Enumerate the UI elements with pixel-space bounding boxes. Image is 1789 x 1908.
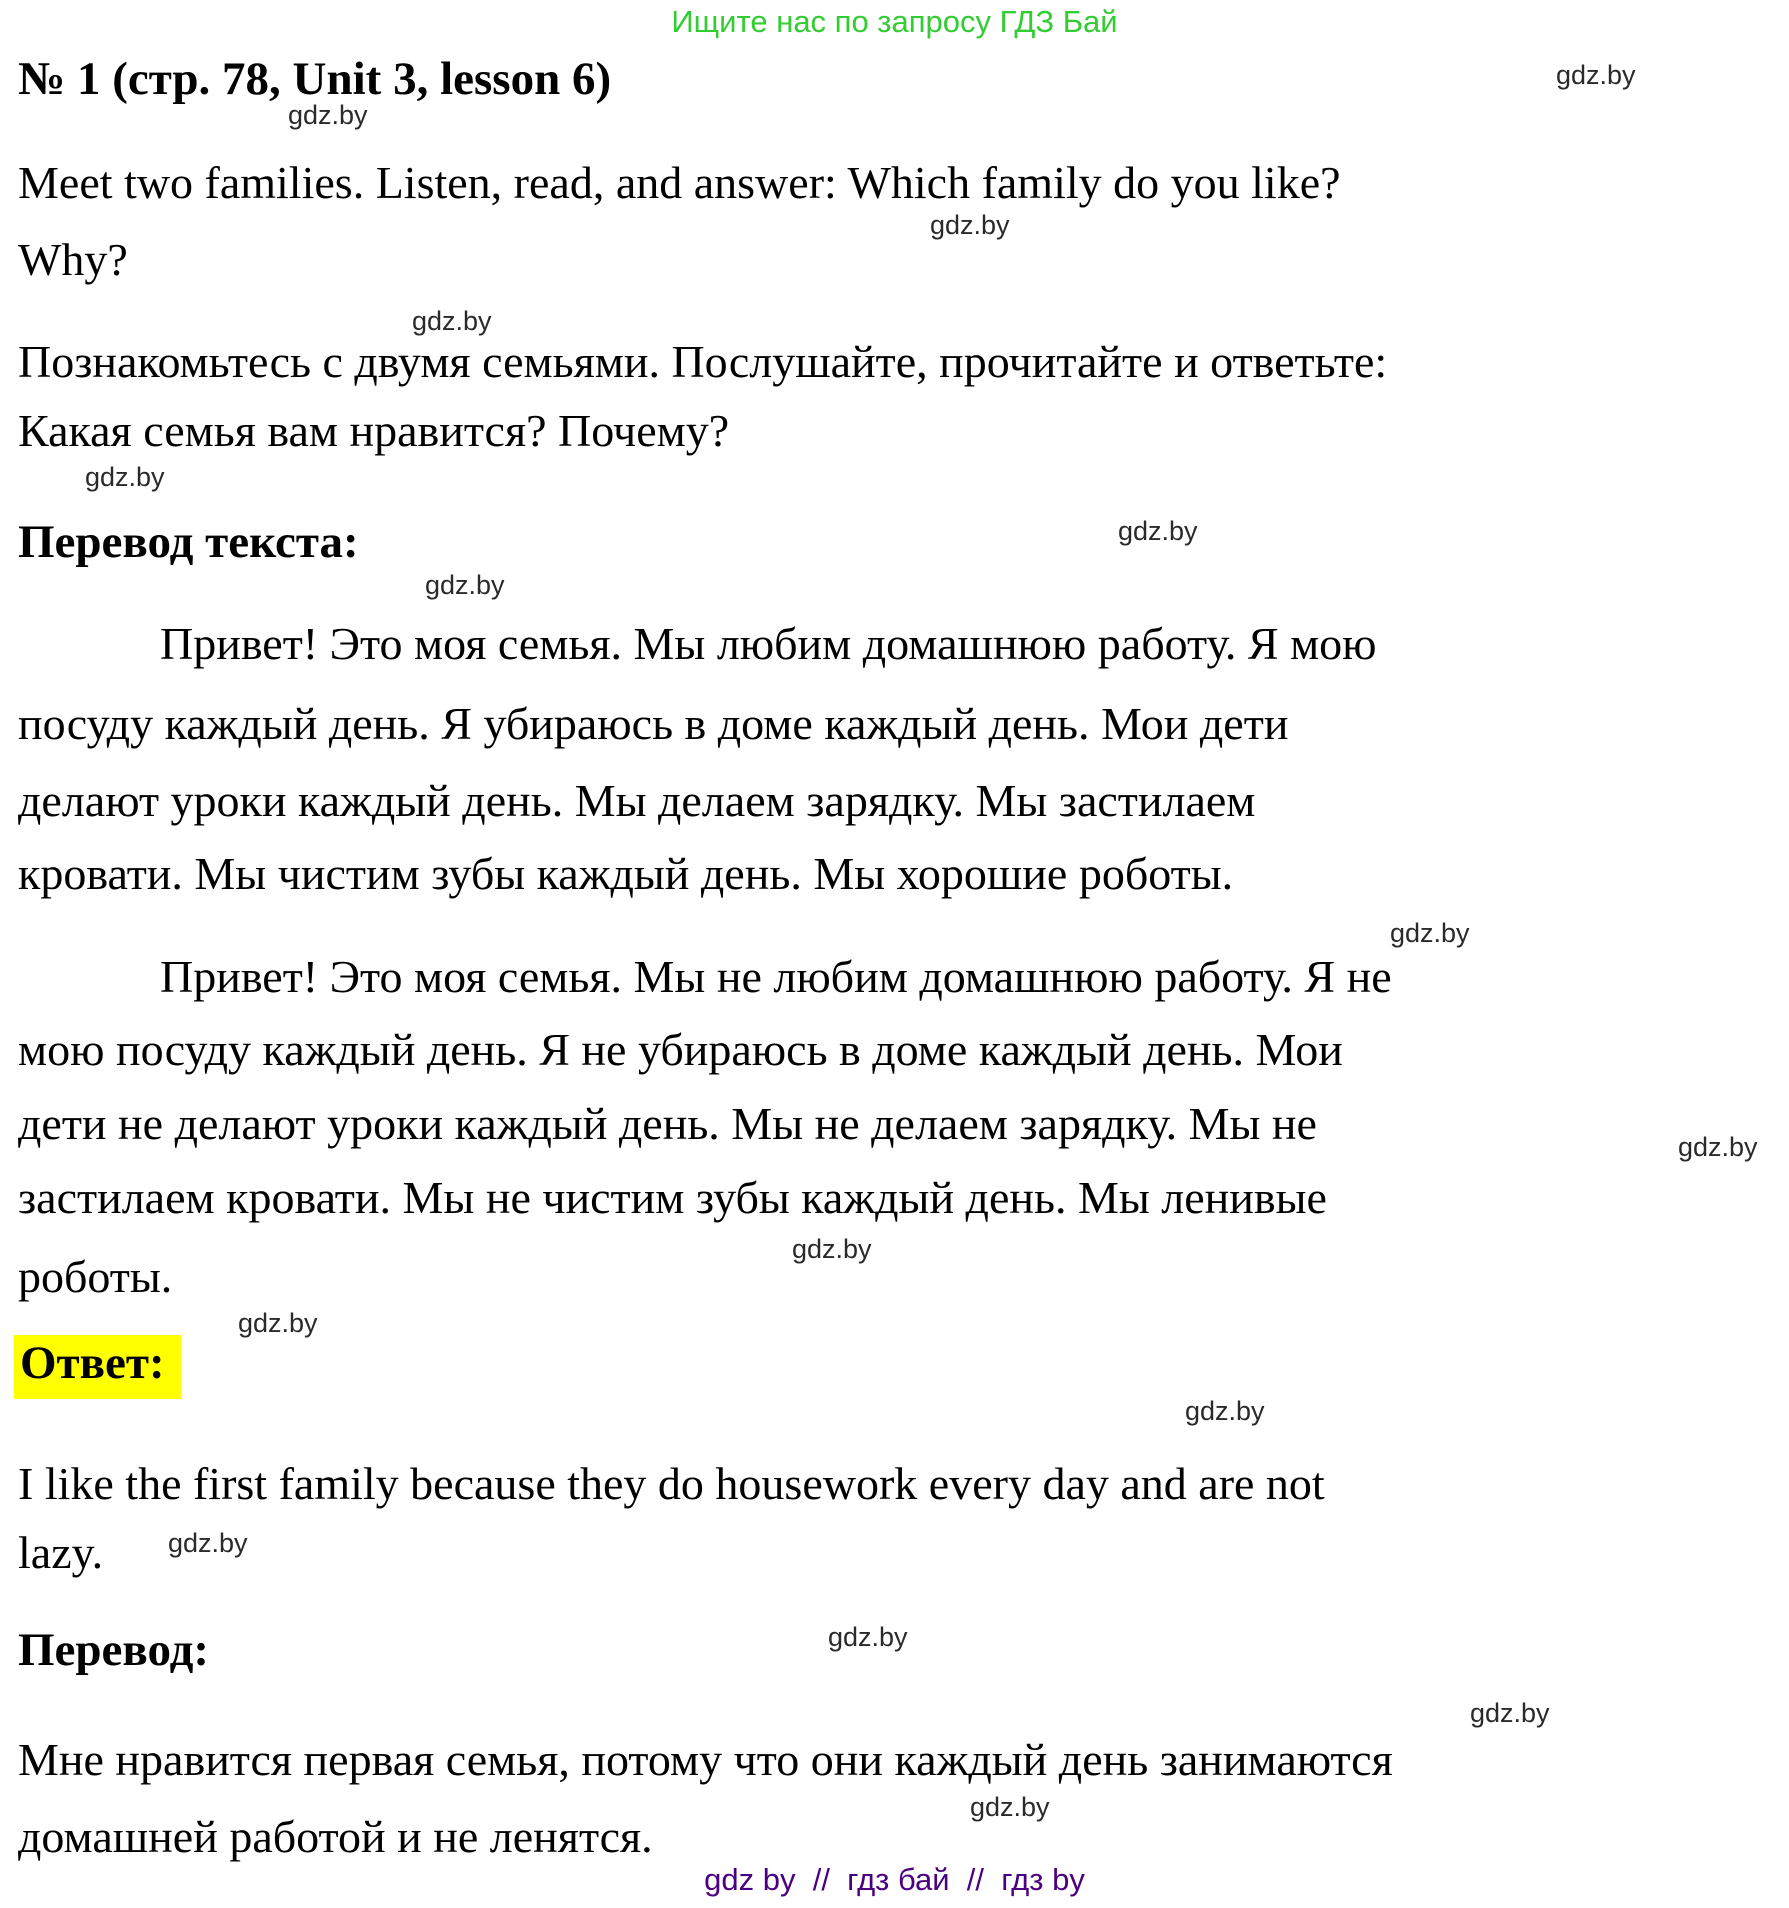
gdz-watermark: gdz.by [1118, 516, 1198, 546]
gdz-watermark: gdz.by [1556, 60, 1636, 90]
paragraph1-line-4: кровати. Мы чистим зубы каждый день. Мы хорошие роботы. [18, 848, 1234, 899]
gdz-watermark: gdz.by [168, 1528, 248, 1558]
answer-label: Ответ: [14, 1335, 181, 1399]
gdz-watermark: gdz.by [85, 462, 165, 492]
page-title: № 1 (стр. 78, Unit 3, lesson 6) [18, 53, 612, 105]
gdz-watermark: gdz.by [238, 1308, 318, 1338]
task-english-line-1: Meet two families. Listen, read, and answer: Which family do you like? [18, 157, 1341, 208]
answer-russian-line-2: домашней работой и не ленятся. [18, 1811, 653, 1862]
gdz-watermark: gdz.by [1185, 1396, 1265, 1426]
paragraph2-line-4: застилаем кровати. Мы не чистим зубы каждый день. Мы ленивые [18, 1172, 1327, 1223]
answer-english-line-2: lazy. [18, 1527, 104, 1578]
paragraph2-line-3: дети не делают уроки каждый день. Мы не делаем зарядку. Мы не [18, 1098, 1317, 1149]
gdz-watermark: gdz.by [792, 1234, 872, 1264]
promo-banner: Ищите нас по запросу ГДЗ Бай [671, 4, 1118, 39]
translation-section-label: Перевод текста: [18, 516, 359, 568]
answer-label-row [14, 1336, 181, 1390]
gdz-watermark: gdz.by [1470, 1698, 1550, 1728]
answer-english-line-1: I like the first family because they do housework every day and are not [18, 1458, 1325, 1509]
task-russian-line-1: Познакомьтесь с двумя семьями. Послушайте, прочитайте и ответьте: [18, 336, 1388, 387]
gdz-watermark: gdz.by [412, 306, 492, 336]
footer-branding: gdz by // гдз бай // гдз by [704, 1862, 1085, 1897]
answer-russian-line-1: Мне нравится первая семья, потому что они каждый день занимаются [18, 1734, 1393, 1785]
paragraph1-line-2: посуду каждый день. Я убираюсь в доме каждый день. Мои дети [18, 698, 1289, 749]
paragraph1-line-3: делают уроки каждый день. Мы делаем зарядку. Мы застилаем [18, 775, 1256, 826]
gdz-watermark: gdz.by [970, 1792, 1050, 1822]
answer-translation-label: Перевод: [18, 1624, 210, 1676]
paragraph2-line-5: роботы. [18, 1251, 173, 1302]
gdz-watermark: gdz.by [1678, 1132, 1758, 1162]
gdz-watermark: gdz.by [1390, 918, 1470, 948]
gdz-watermark: gdz.by [930, 210, 1010, 240]
gdz-watermark: gdz.by [828, 1622, 908, 1652]
paragraph1-line-1: Привет! Это моя семья. Мы любим домашнюю работу. Я мою [160, 618, 1377, 669]
gdz-watermark: gdz.by [425, 570, 505, 600]
paragraph2-line-2: мою посуду каждый день. Я не убираюсь в доме каждый день. Мои [18, 1024, 1343, 1075]
paragraph2-line-1: Привет! Это моя семья. Мы не любим домашнюю работу. Я не [160, 951, 1392, 1002]
task-russian-line-2: Какая семья вам нравится? Почему? [18, 405, 730, 456]
gdz-watermark: gdz.by [288, 100, 368, 130]
task-english-line-2: Why? [18, 234, 128, 285]
